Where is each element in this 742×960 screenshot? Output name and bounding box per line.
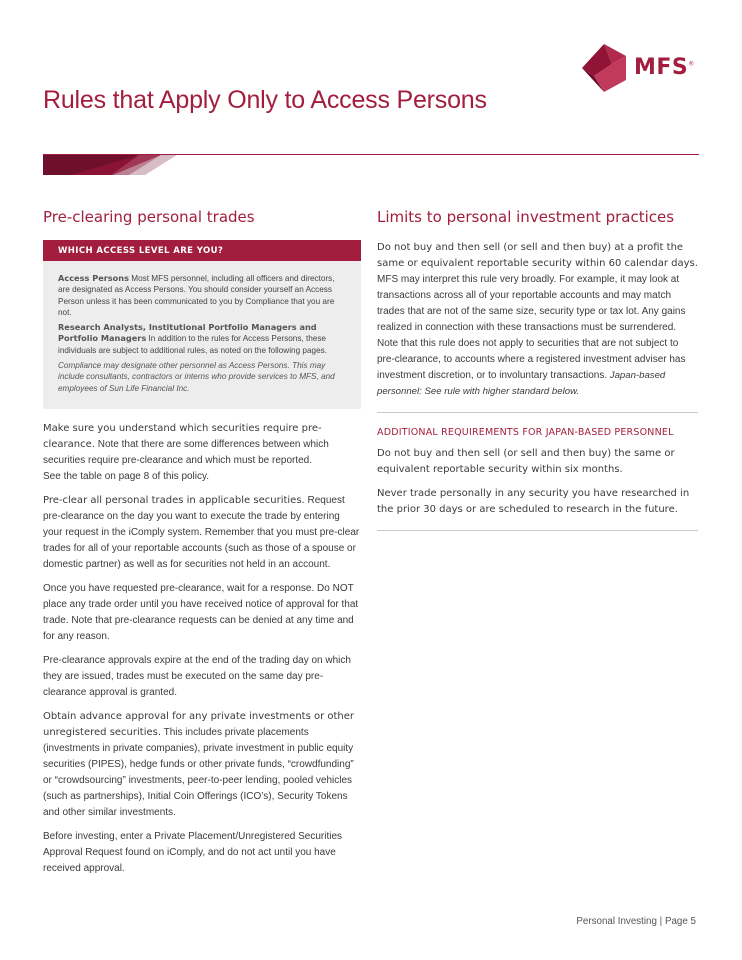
compliance-note: Compliance may designate other personnel as Access Persons. This may include consultants, contractors or interns who provide services to MFS, and employees of Sun Life Financial Inc. [58,361,335,393]
section-heading-pre-clearing: Pre-clearing personal trades [43,208,255,226]
divider [377,530,698,531]
mfs-logo-text: MFS® [634,55,695,80]
paragraph-never-trade-researched: Never trade personally in any security you have researched in the prior 30 days or are scheduled to research in the future. [377,488,690,515]
japan-requirements-heading: ADDITIONAL REQUIREMENTS FOR JAPAN-BASED PERSONNEL [377,427,674,438]
access-level-box-body [43,261,361,409]
paragraph-wait-response: Once you have requested pre-clearance, wait for a response. Do NOT place any trade order until you have received notice of approval for that trade. Note that pre-clearance requests can be denied at any time and for any reason. [43,582,359,642]
access-persons-definition: Access Persons Most MFS personnel, including all officers and directors, are designated as Access Persons. You should consider yourself an Access Person unless it has been communicated to you by Compliance that you are not. [58,273,335,317]
access-level-box-title: WHICH ACCESS LEVEL ARE YOU? [43,240,361,261]
research-analysts-definition: Research Analysts, Institutional Portfolio Managers and Portfolio Managers In addition to the rules for Access Persons, these individuals are subject to additional rules, as noted on the following pages. [58,322,327,355]
paragraph-six-month-rule: Do not buy and then sell (or sell and then buy) the same or equivalent reportable security within six months. [377,448,675,475]
right-column [377,208,698,545]
decorative-band [43,151,699,175]
section-heading-limits: Limits to personal investment practices [377,208,675,226]
page-footer: Personal Investing | Page 5 [576,916,696,927]
paragraph-60-day-rule: Do not buy and then sell (or sell and then buy) at a profit the same or equivalent reportable security within 60 calendar days. MFS may interpret this rule very broadly. For example, it may look at transactions across all of your reportable accounts and may match trades that are not of the same size, security type or tax lot. Any gains realized in connection with these transactions must be surrendered. Note that this rule does not apply to securities that are not subject to pre-clearance, to accounts where a registered investment adviser has investment discretion, or to involuntary transactions. Japan-based personnel: See rule with higher standard below. [377,242,698,397]
access-level-box [43,240,361,409]
paragraph-approvals-expire: Pre-clearance approvals expire at the end of the trading day on which they are issued, trades must be executed on the same day pre-clearance approval is granted. [43,654,351,698]
page-title: Rules that Apply Only to Access Persons [43,86,487,114]
divider [377,412,698,413]
paragraph-before-investing: Before investing, enter a Private Placement/Unregistered Securities Approval Request found on iComply, and do not act until you have received approval. [43,830,343,874]
paragraph-private-investments: Obtain advance approval for any private investments or other unregistered securities. This includes private placements (investments in private companies), private investment in public equity securities (PIPES), hedge funds or other private funds, “crowdfunding” or “crowdsourcing” investments, peer-to-peer lending, pooled vehicles (such as partnerships), Initial Coin Offerings (ICO’s), Security Tokens and other similar investments. [43,710,355,818]
left-column [43,208,361,885]
paragraph-understand-securities: Make sure you understand which securities require pre-clearance. Note that there are some differences between which securities require pre-clearance and which must be reported. See the table on page 8 of this policy. [43,422,329,482]
paragraph-pre-clear-trades: Pre-clear all personal trades in applicable securities. Request pre-clearance on the day you want to execute the trade by entering your request in the iComply system. Remember that you must pre-clear trades for all of your reportable accounts (such as those of a spouse or domestic partner) as well as for securities not held in an account. [43,494,360,570]
